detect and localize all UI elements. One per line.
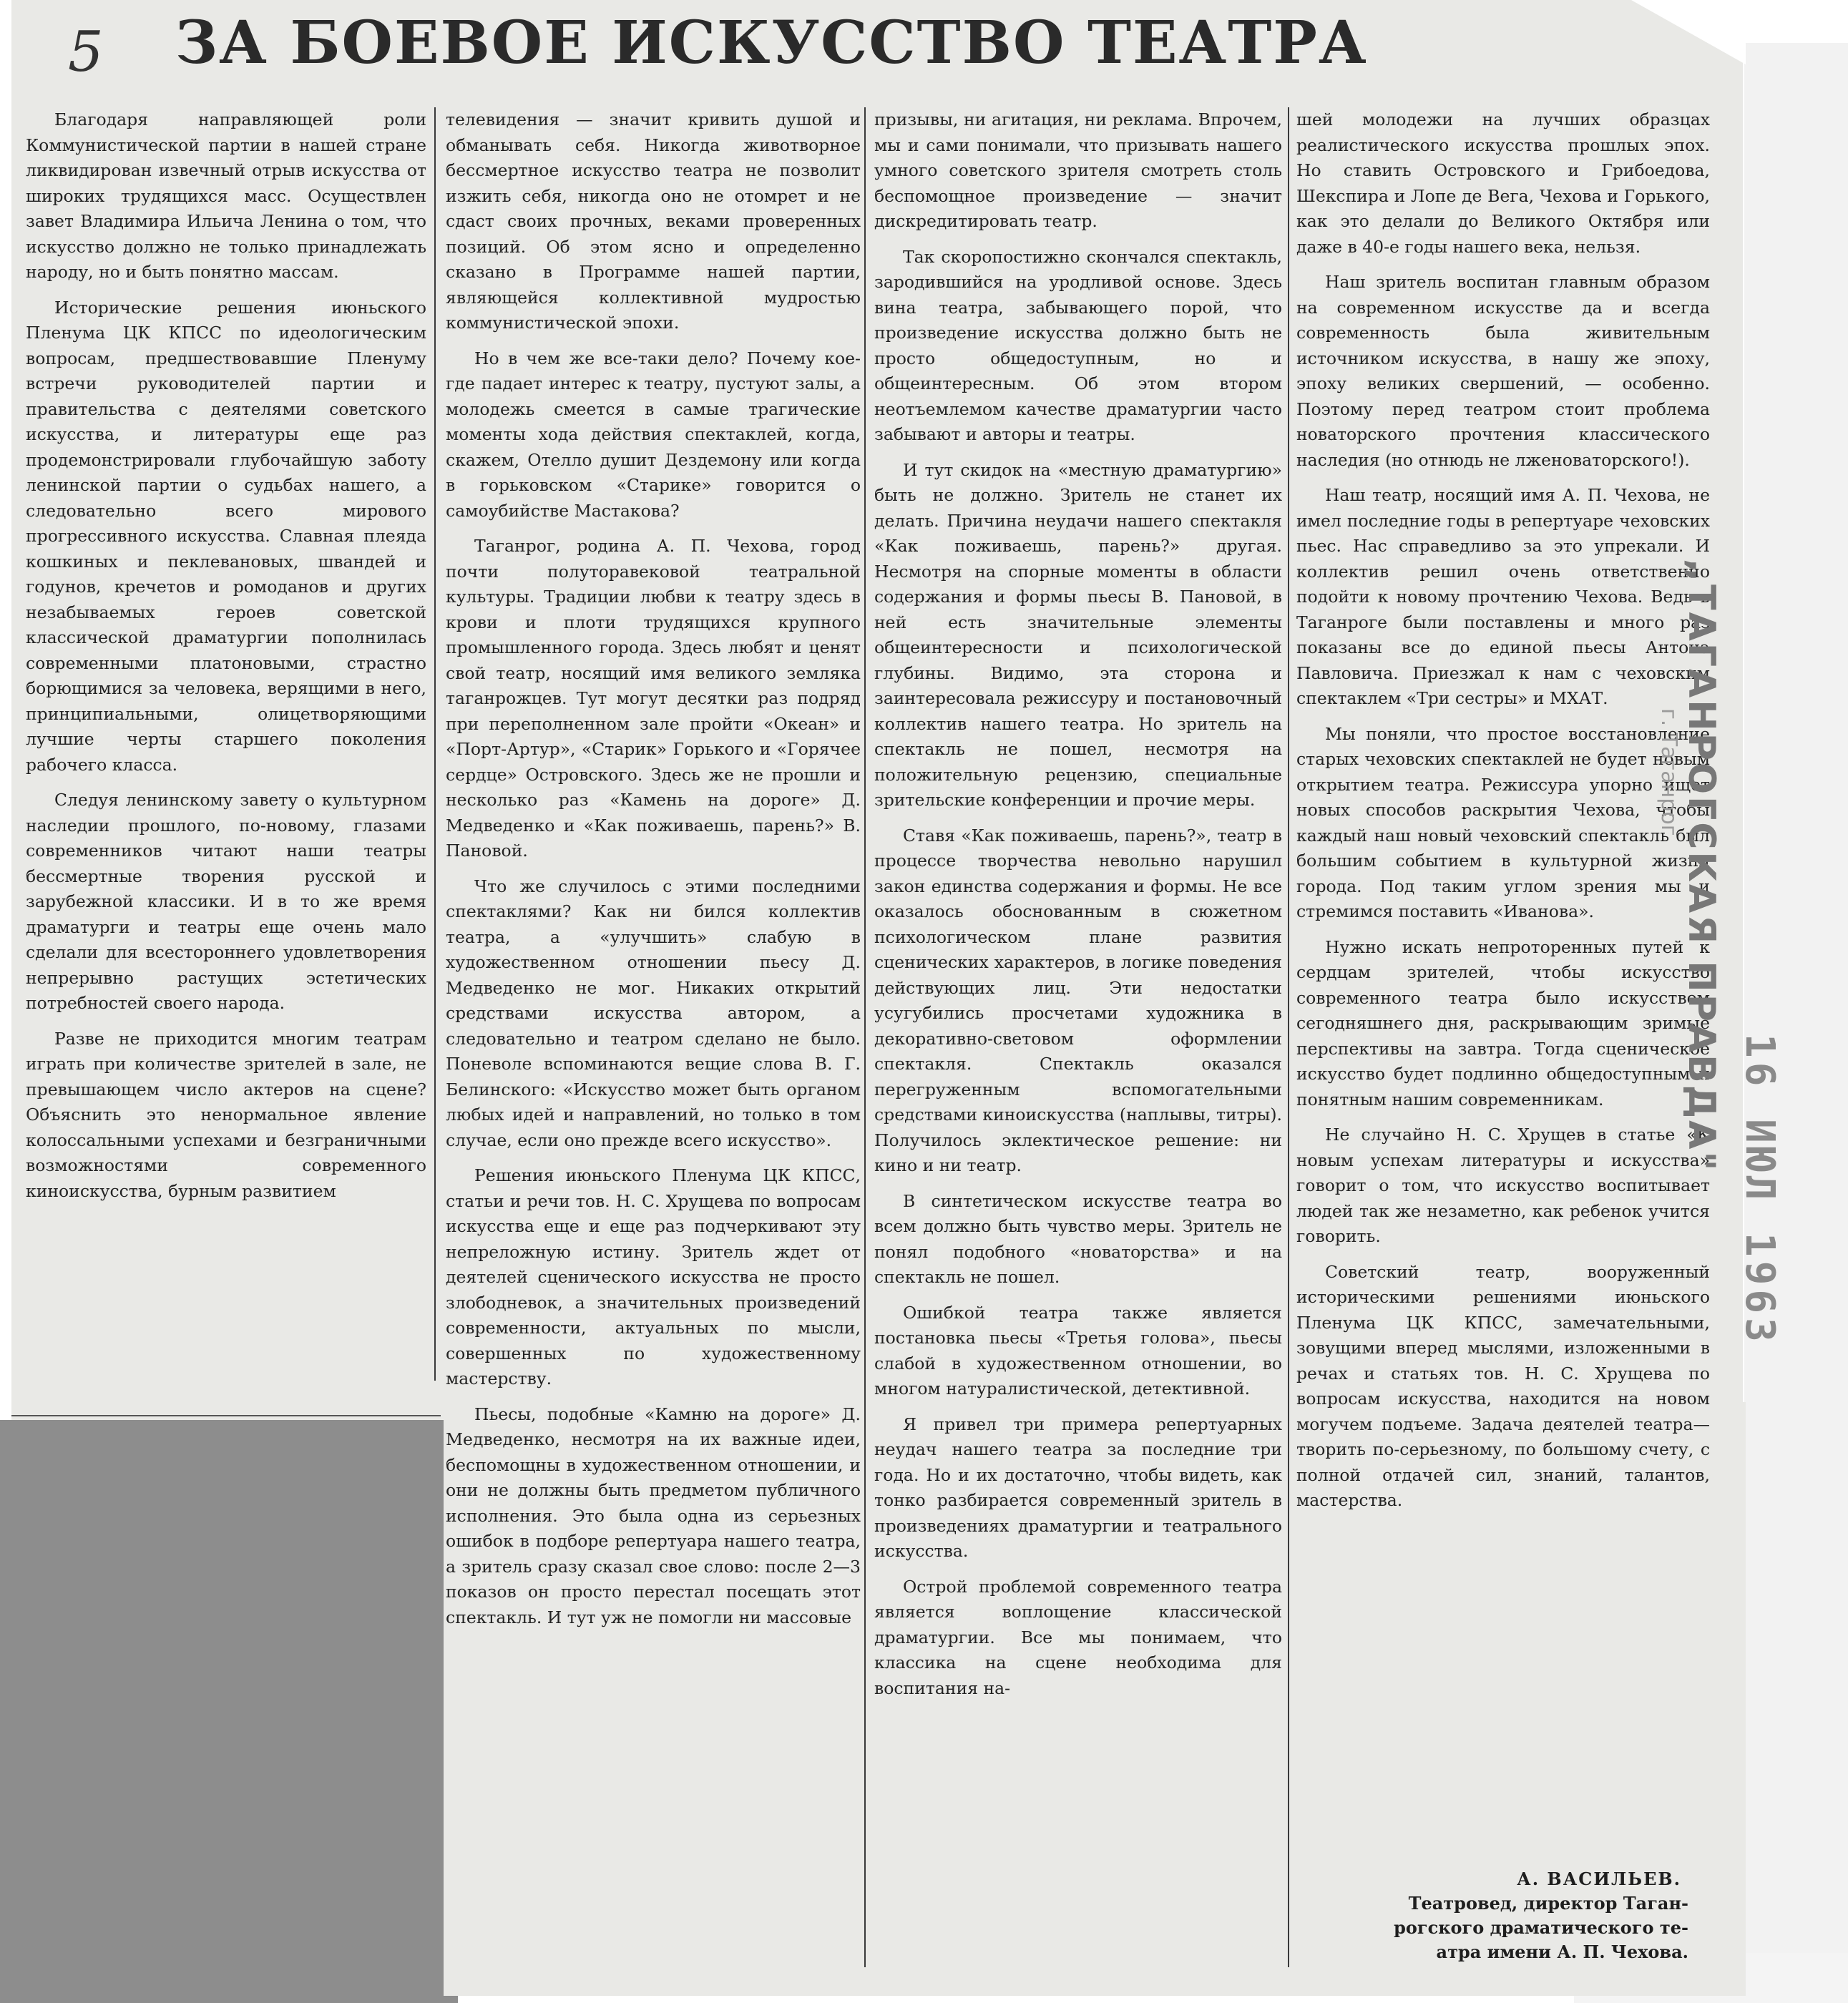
- article-column-3: [874, 107, 1282, 1711]
- column-rule-1: [434, 107, 436, 1381]
- paragraph: И тут скидок на «местную драматургию» быть не должно. Зритель не станет их делать. Причина неудачи нашего спектакля «Как поживаешь, парень?» другая. Несмотря на спорные моменты в области содержания и формы пьесы В. Пановой, в ней есть значительные элементы общеинтересности и психологической глубины. Видимо, эта сторона и заинтересовала режиссуру и постановочный коллектив нашего театра. Но зритель на спектакль не пошел, несмотря на положительную рецензию, специальные зрительские конференции и прочие меры.: [874, 459, 1282, 810]
- paragraph: Так скоропостижно скончался спектакль, зародившийся на уродливой основе. Здесь вина театра, забывающего порой, что произведение искусства должно быть не просто общедоступным, но и общеинтересным. Об этом втором неотъемлемом качестве драматургии часто забывают и авторы и театры.: [874, 246, 1282, 444]
- column-rule-2: [864, 107, 866, 1967]
- handwritten-page-number: 5: [68, 20, 104, 84]
- paragraph: призывы, ни агитация, ни реклама. Впрочем, мы и сами понимали, что призывать нашего умного советского зрителя смотреть столь беспомощное произведение — значит дискредитировать театр.: [874, 109, 1282, 231]
- article-column-4: [1296, 107, 1710, 1524]
- column-rule-3: [1288, 107, 1289, 1967]
- paragraph: Разве не приходится многим театрам играть при количестве зрителей в зале, не превышающем число актеров на сцене? Объяснить это ненормальное явление колоссальными успехами и безграничными возможностями современного киноискусства, бурным развитием: [26, 1028, 426, 1201]
- paragraph: Таганрог, родина А. П. Чехова, город почти полуторавековой театральной культуры. Традиции любви к театру здесь в крови и плоти трудящихся крупного промышленного города. Здесь любят и ценят свой театр, носящий имя великого земляка таганрожцев. Тут могут десятки раз подряд при переполненном зале пройти «Океан» и «Порт-Артур», «Старик» Горького и «Горячее сердце» Островского. Здесь же не прошли и несколько раз «Камень на дороге» Д. Медведенко и «Как поживаешь, парень?» В. Пановой.: [446, 536, 861, 861]
- paragraph: Острой проблемой современного театра является воплощение классической драматургии. Все мы понимаем, что классика на сцене необходима для воспитания на-: [874, 1576, 1282, 1698]
- board-right-margin: [1744, 43, 1848, 2003]
- stamp-city: г. Таганрог: [1656, 708, 1681, 836]
- article-headline: ЗА БОЕВОЕ ИСКУССТВО ТЕАТРА: [175, 9, 1368, 77]
- paragraph: В синтетическом искусстве театра во всем должно быть чувство меры. Зритель не понял подобного «новаторства» и на спектакль не пошел.: [874, 1190, 1282, 1287]
- author-role-line: Театровед, директор Таган-: [1408, 1893, 1688, 1914]
- bottom-cut-edge: [11, 1415, 441, 1416]
- paragraph: Не случайно Н. С. Хрущев в статье «К новым успехам литературы и искусства» говорит о том, что искусство воспитывает людей так же незаметно, как ребенок учится говорить.: [1296, 1125, 1710, 1246]
- article-column-1: [26, 107, 426, 1214]
- author-role-line: атра имени А. П. Чехова.: [1436, 1941, 1688, 1962]
- paragraph: Ошибкой театра также является постановка пьесы «Третья голова», пьесы слабой в художественном отношении, во многом натуралистической, детективной.: [874, 1302, 1282, 1399]
- paragraph: Наш зритель воспитан главным образом на современном искусстве да и всегда современность была живительным источником искусства, в нашу же эпоху, эпоху великих свершений, — особенно. Поэтому перед театром стоит проблема новаторского прочтения классического наследия (но отнюдь не лженоваторского!).: [1296, 272, 1710, 470]
- paragraph: Мы поняли, что простое восстановление старых чеховских спектаклей не будет новым открытием театра. Режиссура упорно ищет новых способов раскрытия Чехова, чтобы каждый наш новый чеховский спектакль был большим событием в культурной жизни города. Под таким углом зрения мы и стремимся поставить «Иванова».: [1296, 723, 1710, 921]
- article-column-2: [446, 107, 861, 1640]
- paragraph: Ставя «Как поживаешь, парень?», театр в процессе творчества невольно нарушил закон единства содержания и формы. Не все оказалось обоснованным в сюжетном психологическом плане развития сценических характеров, в логике поведения действующих лиц. Эти недостатки усугубились просчетами художника в декоративно-световом оформлении спектакля. Спектакль оказался перегруженным вспомогательными средствами киноискусства (наплывы, титры). Получилось эклектическое решение: ни кино и ни театр.: [874, 825, 1282, 1175]
- board-shadow-area: [0, 1420, 458, 2003]
- paragraph: Решения июньского Пленума ЦК КПСС, статьи и речи тов. Н. С. Хрущева по вопросам искусства еще и еще раз подчеркивают эту непреложную истину. Зритель ждет от деятелей сценического искусства не просто злободневок, а значительных произведений современности, актуальных по мысли, совершенных по художественному мастерству.: [446, 1165, 861, 1389]
- paragraph: Пьесы, подобные «Камню на дороге» Д. Медведенко, несмотря на их важные идеи, беспомощны в художественном отношении, и они не должны быть предметом публичного исполнения. Это была одна из серьезных ошибок в подборе репертуара нашего театра, а зритель сразу сказал свое слово: после 2—3 показов он просто перестал посещать этот спектакль. И тут уж не помогли ни массовые: [446, 1404, 861, 1627]
- author-signature: [1345, 1867, 1688, 1964]
- stamp-date: 16 ИЮЛ 1963: [1736, 1034, 1783, 1346]
- paragraph: шей молодежи на лучших образцах реалистического искусства прошлых эпох. Но ставить Островского и Грибоедова, Шекспира и Лопе де Вега, Чехова и Горького, как это делали до Великого Октября или даже в 40-е годы нашего века, нельзя.: [1296, 109, 1710, 257]
- paragraph: Советский театр, вооруженный историческими решениями июньского Пленума ЦК КПСС, замечательными, зовущими вперед мыслями, изложенными в речах и статьях тов. Н. С. Хрущева по вопросам искусства, находится на новом могучем подъеме. Задача деятелей театра—творить по-серьезному, по большому счету, с полной отдачей сил, знаний, талантов, мастерства.: [1296, 1261, 1710, 1510]
- paragraph: телевидения — значит кривить душой и обманывать себя. Никогда животворное бессмертное искусство театра не позволит изжить себя, никогда оно не отомрет и не сдаст своих прочных, веками проверенных позиций. Об этом ясно и определенно сказано в Программе нашей партии, являющейся коллективной мудростью коммунистической эпохи.: [446, 109, 861, 333]
- author-role-line: рогского драматического те-: [1394, 1917, 1688, 1938]
- paragraph: Исторические решения июньского Пленума ЦК КПСС по идеологическим вопросам, предшествовавшие Пленуму встречи руководителей партии и правительства с деятелями советского искусства, и литературы еще раз продемонстрировали глубочайшую заботу ленинской партии о судьбах нашего, а следовательно всего мирового прогрессивного искусства. Славная плеяда кошкиных и пеклевановых, швандей и годунов, кречетов и ромоданов и других незабываемых героев советской классической драматургии пополнилась современными платоновыми, страстно борющимися за человека, верящими в него, принципиальными, олицетворяющими лучшие черты старшего поколения рабочего класса.: [26, 297, 426, 775]
- newspaper-stamp: [1680, 558, 1723, 1172]
- paragraph: Но в чем же все-таки дело? Почему кое-где падает интерес к театру, пустуют залы, а молодежь смеется в самые трагические моменты хода действия спектаклей, когда, скажем, Отелло душит Дездемону или когда в горьковском «Старике» говорится о самоубийстве Мастакова?: [446, 348, 861, 521]
- paragraph: Я привел три примера репертуарных неудач нашего театра за последние три года. Но и их достаточно, чтобы видеть, как тонко разбирается современный зритель в произведениях драматургии и театрального искусства.: [874, 1414, 1282, 1561]
- paragraph: Благодаря направляющей роли Коммунистической партии в нашей стране ликвидирован извечный отрыв искусства от широких трудящихся масс. Осуществлен завет Владимира Ильича Ленина о том, что искусство должно не только принадлежать народу, но и быть понятно массам.: [26, 109, 426, 282]
- paragraph: Нужно искать непроторенных путей к сердцам зрителей, чтобы искусство современного театра было искусством сегодняшнего дня, раскрывающим зримые перспективы на завтра. Тогда сценическое искусство будет подлинно общедоступным и понятным нашим современникам.: [1296, 936, 1710, 1110]
- paragraph: Что же случилось с этими последними спектаклями? Как ни бился коллектив театра, а «улучшить» слабую в художественном отношении пьесу Д. Медведенко не мог. Никаких открытий средствами искусства автором, а следовательно и театром сделано не было. Поневоле вспоминаются вещие слова В. Г. Белинского: «Искусство может быть органом любых идей и направлений, но только в том случае, если оно прежде всего искусство».: [446, 876, 861, 1150]
- paragraph: Следуя ленинскому завету о культурном наследии прошлого, по-новому, глазами современников читают наши театры бессмертные творения русской и зарубежной классики. И в то же время драматурги и театры еще очень мало сделали для всестороннего удовлетворения непрерывно растущих эстетических потребностей своего народа.: [26, 790, 426, 1013]
- author-name: А. ВАСИЛЬЕВ.: [1517, 1869, 1681, 1889]
- paragraph: Наш театр, носящий имя А. П. Чехова, не имел последние годы в репертуаре чеховских пьес. Нас справедливо за это упрекали. И коллектив решил очень ответственно подойти к новому прочтению Чехова. Ведь в Таганроге были поставлены и много раз показаны все до единой пьесы Антона Павловича. Приезжал к нам с чеховским спектаклем «Три сестры» и МХАТ.: [1296, 485, 1710, 708]
- stamp-newspaper-title: „ТАГАНРОГСКАЯ ПРАВДА": [1680, 558, 1723, 1173]
